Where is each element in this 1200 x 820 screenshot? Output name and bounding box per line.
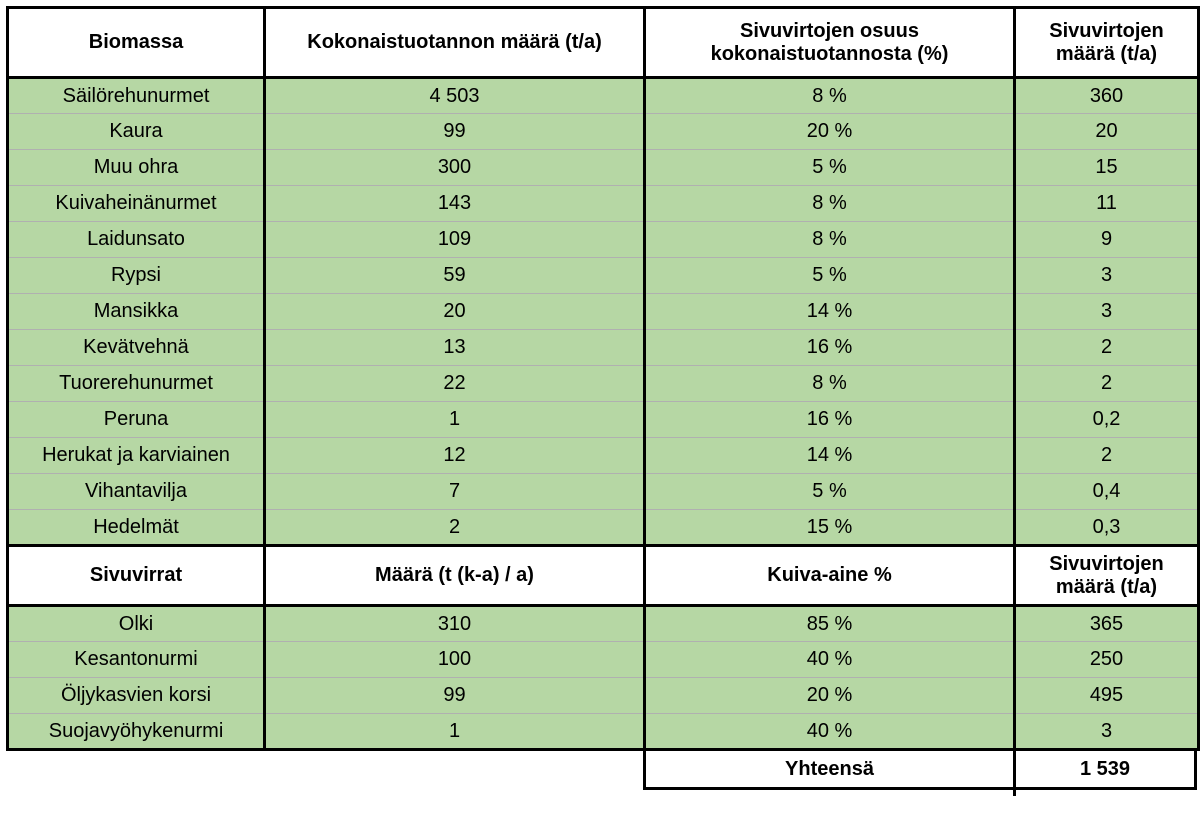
table-cell: 5 %	[645, 474, 1015, 510]
table-cell: 16 %	[645, 402, 1015, 438]
data-row	[8, 186, 1199, 222]
table-cell: 250	[1015, 642, 1199, 678]
table-cell: 2	[1015, 438, 1199, 474]
data-row	[8, 222, 1199, 258]
table-cell: 14 %	[645, 294, 1015, 330]
table-cell: 15	[1015, 150, 1199, 186]
table-cell: Muu ohra	[8, 150, 265, 186]
table-cell: 40 %	[645, 642, 1015, 678]
column-header-dry-matter-percent: Kuiva-aine %	[645, 546, 1015, 606]
table-cell: 20	[265, 294, 645, 330]
table-cell: 5 %	[645, 258, 1015, 294]
data-row	[8, 114, 1199, 150]
table-cell: Olki	[8, 606, 265, 642]
table-cell: 22	[265, 366, 645, 402]
section1-header	[8, 8, 1199, 78]
table-cell: 365	[1015, 606, 1199, 642]
table-cell: Suojavyöhykenurmi	[8, 714, 265, 750]
data-row	[8, 714, 1199, 750]
total-value: 1 539	[1079, 757, 1131, 780]
table-cell: 8 %	[645, 78, 1015, 114]
data-row	[8, 330, 1199, 366]
table-cell: 4 503	[265, 78, 645, 114]
column-header-sivuvirrat: Sivuvirrat	[8, 546, 265, 606]
total-row	[643, 751, 1197, 790]
table-cell: 109	[265, 222, 645, 258]
table-cell: 3	[1015, 258, 1199, 294]
table-cell: 1	[265, 714, 645, 750]
table-cell: 11	[1015, 186, 1199, 222]
section1-body	[8, 78, 1199, 546]
header-row-sivuvirrat	[8, 546, 1199, 606]
table-cell: 12	[265, 438, 645, 474]
table-cell: 2	[1015, 330, 1199, 366]
table-cell: 16 %	[645, 330, 1015, 366]
table-cell: 7	[265, 474, 645, 510]
data-row	[8, 78, 1199, 114]
table-cell: 99	[265, 678, 645, 714]
table-cell: 2	[265, 510, 645, 546]
table-cell: 13	[265, 330, 645, 366]
table-cell: 8 %	[645, 366, 1015, 402]
data-row	[8, 150, 1199, 186]
table-cell: 143	[265, 186, 645, 222]
section2-body	[8, 606, 1199, 750]
table-cell: Kevätvehnä	[8, 330, 265, 366]
column-header-amount-dry-matter: Määrä (t (k-a) / a)	[265, 546, 645, 606]
table-cell: 20 %	[645, 678, 1015, 714]
data-row	[8, 510, 1199, 546]
column-header-sidestream-amount: Sivuvirtojen määrä (t/a)	[1015, 8, 1199, 78]
table-cell: Laidunsato	[8, 222, 265, 258]
table-cell: 20	[1015, 114, 1199, 150]
table-cell: 495	[1015, 678, 1199, 714]
data-row	[8, 258, 1199, 294]
table-cell: Öljykasvien korsi	[8, 678, 265, 714]
table-cell: 0,2	[1015, 402, 1199, 438]
table-cell: 8 %	[645, 186, 1015, 222]
table-cell: 300	[265, 150, 645, 186]
data-row	[8, 402, 1199, 438]
data-row	[8, 366, 1199, 402]
column-header-sidestream-share: Sivuvirtojen osuus kokonaistuotannosta (%)	[645, 8, 1015, 78]
table-cell: 85 %	[645, 606, 1015, 642]
data-row	[8, 474, 1199, 510]
table-cell: Säilörehunurmet	[8, 78, 265, 114]
data-row	[8, 294, 1199, 330]
data-row	[8, 642, 1199, 678]
table-cell: 100	[265, 642, 645, 678]
table-cell: Kuivaheinänurmet	[8, 186, 265, 222]
table-cell: 3	[1015, 714, 1199, 750]
table-cell: Hedelmät	[8, 510, 265, 546]
table-cell: 9	[1015, 222, 1199, 258]
data-row	[8, 606, 1199, 642]
table-cell: 5 %	[645, 150, 1015, 186]
column-header-sidestream-amount-2: Sivuvirtojen määrä (t/a)	[1015, 546, 1199, 606]
table-cell: Herukat ja karviainen	[8, 438, 265, 474]
data-row	[8, 438, 1199, 474]
table-cell: 310	[265, 606, 645, 642]
table-cell: 0,4	[1015, 474, 1199, 510]
table-cell: 40 %	[645, 714, 1015, 750]
table-cell: 15 %	[645, 510, 1015, 546]
table-cell: Kesantonurmi	[8, 642, 265, 678]
column-border-tick	[1013, 790, 1016, 796]
table-cell: Kaura	[8, 114, 265, 150]
table-cell: 8 %	[645, 222, 1015, 258]
biomass-sidestream-table	[6, 6, 1200, 751]
section2-header	[8, 546, 1199, 606]
header-row-biomassa	[8, 8, 1199, 78]
table-cell: Peruna	[8, 402, 265, 438]
table-cell: Tuorerehunurmet	[8, 366, 265, 402]
table-cell: Vihantavilja	[8, 474, 265, 510]
table-cell: 59	[265, 258, 645, 294]
table-cell: Rypsi	[8, 258, 265, 294]
column-header-total-production: Kokonaistuotannon määrä (t/a)	[265, 8, 645, 78]
table-cell: Mansikka	[8, 294, 265, 330]
table-cell: 2	[1015, 366, 1199, 402]
table-cell: 360	[1015, 78, 1199, 114]
table-cell: 1	[265, 402, 645, 438]
column-header-biomassa: Biomassa	[8, 8, 265, 78]
total-label: Yhteensä	[646, 751, 1016, 787]
data-row	[8, 678, 1199, 714]
table-cell: 20 %	[645, 114, 1015, 150]
table-cell: 99	[265, 114, 645, 150]
table-cell: 0,3	[1015, 510, 1199, 546]
table-cell: 14 %	[645, 438, 1015, 474]
table-cell: 3	[1015, 294, 1199, 330]
